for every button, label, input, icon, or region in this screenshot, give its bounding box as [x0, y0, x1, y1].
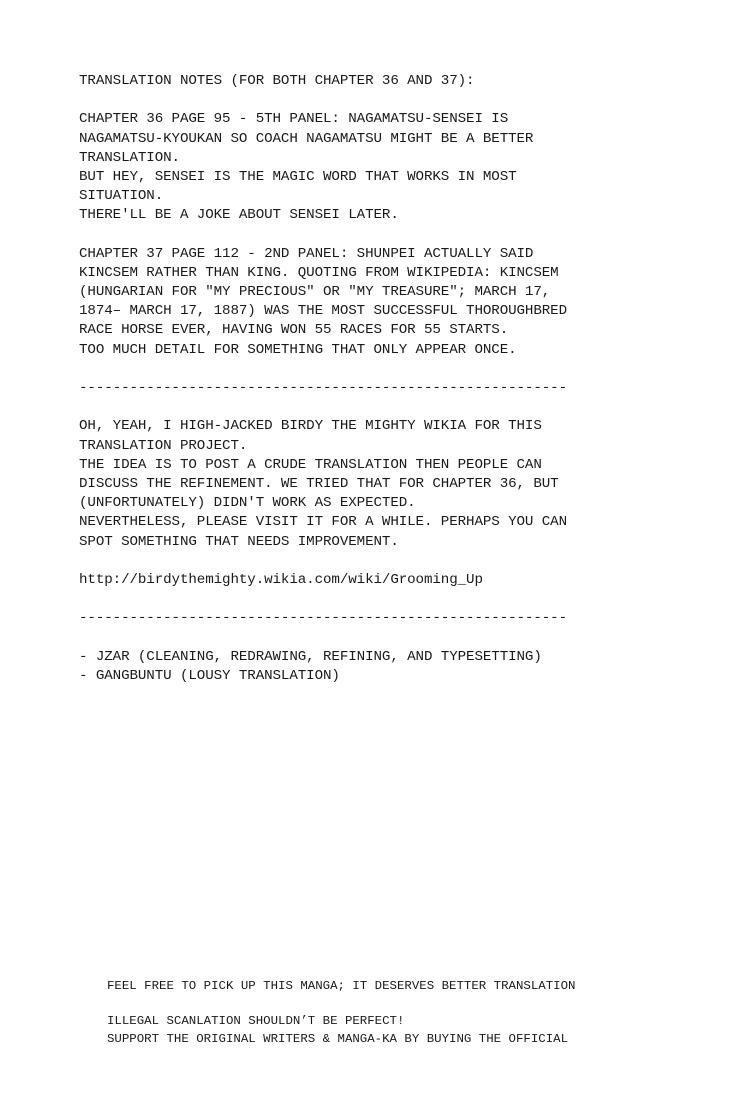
paragraph-line: (UNFORTUNATELY) DIDN'T WORK AS EXPECTED. — [79, 495, 416, 512]
note-line: RACE HORSE EVER, HAVING WON 55 RACES FOR 55 STARTS. — [79, 322, 509, 339]
blank-line — [79, 628, 739, 647]
note-line: BUT HEY, SENSEI IS THE MAGIC WORD THAT WORKS IN MOST — [79, 168, 517, 185]
blank-line — [79, 226, 739, 245]
footer-line: FEEL FREE TO PICK UP THIS MANGA; IT DESERVES BETTER TRANSLATION — [107, 979, 576, 993]
blank-line — [107, 995, 727, 1012]
footer-line: ILLEGAL SCANLATION SHOULDN’T BE PERFECT! — [107, 1014, 405, 1028]
note-line: 1874– MARCH 17, 1887) WAS THE MOST SUCCESSFUL THOROUGHBRED — [79, 303, 568, 320]
blank-line — [79, 590, 739, 609]
note-line: (HUNGARIAN FOR "MY PRECIOUS" OR "MY TREASURE"; MARCH 17, — [79, 284, 551, 301]
wikia-url: http://birdythemighty.wikia.com/wiki/Grooming_Up — [79, 571, 483, 588]
footer-line: SUPPORT THE ORIGINAL WRITERS & MANGA-KA BY BUYING THE OFFICIAL — [107, 1032, 569, 1046]
note-line: CHAPTER 37 PAGE 112 - 2ND PANEL: SHUNPEI ACTUALLY SAID — [79, 245, 534, 262]
note-line: TOO MUCH DETAIL FOR SOMETHING THAT ONLY APPEAR ONCE. — [79, 341, 517, 358]
note-line: NAGAMATSU-KYOUKAN SO COACH NAGAMATSU MIGHT BE A BETTER — [79, 130, 534, 147]
paragraph-line: OH, YEAH, I HIGH-JACKED BIRDY THE MIGHTY WIKIA FOR THIS — [79, 418, 542, 435]
note-line: CHAPTER 36 PAGE 95 - 5TH PANEL: NAGAMATSU-SENSEI IS — [79, 111, 509, 128]
note-line: THERE'LL BE A JOKE ABOUT SENSEI LATER. — [79, 207, 399, 224]
credits-list — [79, 648, 739, 686]
note-line: SITUATION. — [79, 188, 164, 205]
credit-item: - JZAR (CLEANING, REDRAWING, REFINING, AND TYPESETTING) — [79, 648, 542, 665]
separator-line: ---------------------------------------------------------- — [79, 610, 568, 627]
note-chapter-37 — [79, 245, 739, 360]
credit-item: - GANGBUNTU (LOUSY TRANSLATION) — [79, 667, 340, 684]
paragraph-line: DISCUSS THE REFINEMENT. WE TRIED THAT FOR CHAPTER 36, BUT — [79, 475, 559, 492]
note-line: TRANSLATION. — [79, 149, 180, 166]
note-chapter-36 — [79, 110, 739, 225]
scanlation-footer — [107, 977, 727, 1048]
paragraph-line: NEVERTHELESS, PLEASE VISIT IT FOR A WHILE. PERHAPS YOU CAN — [79, 514, 568, 531]
note-line: KINCSEM RATHER THAN KING. QUOTING FROM WIKIPEDIA: KINCSEM — [79, 264, 559, 281]
paragraph-line: TRANSLATION PROJECT. — [79, 437, 248, 454]
translation-notes-page — [79, 72, 739, 686]
blank-line — [79, 360, 739, 379]
paragraph-line: SPOT SOMETHING THAT NEEDS IMPROVEMENT. — [79, 533, 399, 550]
paragraph-line: THE IDEA IS TO POST A CRUDE TRANSLATION THEN PEOPLE CAN — [79, 456, 542, 473]
blank-line — [79, 552, 739, 571]
separator-line: ---------------------------------------------------------- — [79, 380, 568, 396]
blank-line — [79, 91, 739, 110]
wikia-paragraph — [79, 417, 739, 551]
notes-title: TRANSLATION NOTES (FOR BOTH CHAPTER 36 AND 37): — [79, 73, 475, 89]
blank-line — [79, 398, 739, 417]
